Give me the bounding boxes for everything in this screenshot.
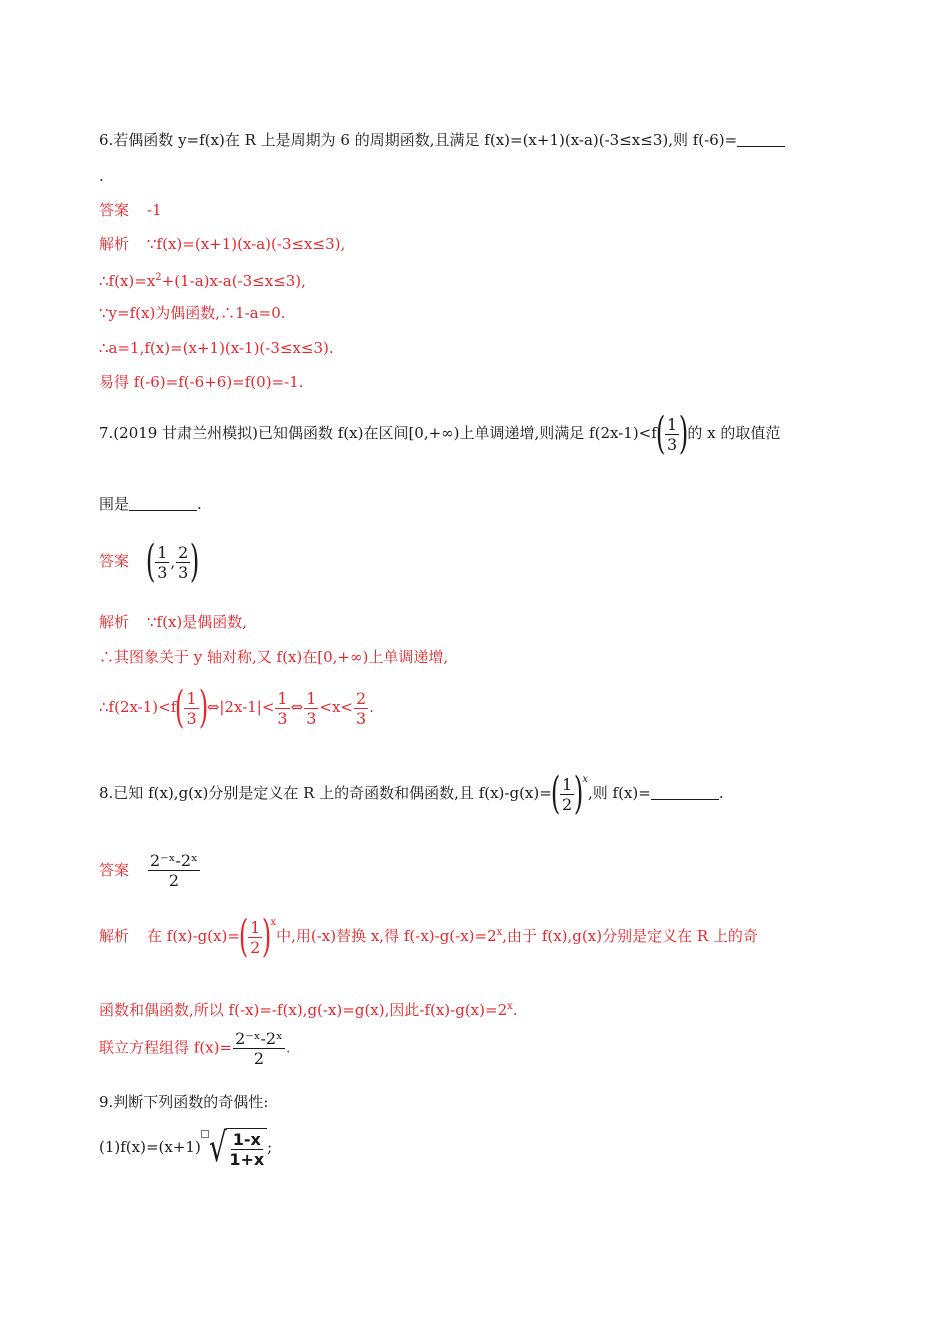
- answer-blank: [651, 785, 719, 800]
- answer-fraction: $\frac{\text{2⁻ˣ-2ˣ}}{2}$: [150, 851, 198, 890]
- answer-label: 答案: [99, 860, 130, 879]
- paren-fraction: ( $\frac{1}{3}$ ): [175, 682, 208, 733]
- q7-question-line2: 围是 .: [99, 495, 202, 513]
- q7-analysis-2: ∴其图象关于 y 轴对称,又 f(x)在[0,+∞)上单调递增,: [99, 648, 449, 666]
- q9-part1: (1)f(x)=(x+1) √ $\frac{1-x}{1+x}$ ;: [99, 1125, 273, 1171]
- q6-analysis-3: ∵y=f(x)为偶函数,∴1-a=0.: [99, 304, 286, 322]
- result-fraction: $\frac{\text{2⁻ˣ-2ˣ}}{2}$: [235, 1029, 283, 1068]
- paren-fraction: ( $\frac{1}{2}$ ): [550, 768, 584, 819]
- q6-period: .: [99, 167, 104, 185]
- sqrt-expression: √ $\frac{1-x}{1+x}$: [201, 1128, 267, 1168]
- q8-analysis-2: 函数和偶函数,所以 f(-x)=-f(x),g(-x)=g(x),因此$-f(x)-g(x)=2^x$.: [99, 1001, 518, 1019]
- q6-analysis-4: ∴a=1,f(x)=(x+1)(x-1)(-3≤x≤3).: [99, 339, 334, 357]
- answer-blank: [129, 496, 197, 511]
- q8-analysis-3: 联立方程组得 f(x)= $\frac{\text{2⁻ˣ-2ˣ}}{2}$ .: [99, 1029, 291, 1068]
- answer-interval: ( $\frac{1}{3}$ , $\frac{2}{3}$ ): [145, 536, 200, 587]
- q6-analysis-2: $\therefore f(x)=x^2+(1-a)x-a(-3\le x\le 3)$,: [99, 272, 306, 290]
- q9-title: 9.判断下列函数的奇偶性:: [99, 1093, 269, 1111]
- analysis-label: 解析: [99, 613, 130, 631]
- analysis-label: 解析: [99, 927, 130, 945]
- q7-analysis-1: 解析 ∵f(x)是偶函数,: [99, 613, 248, 631]
- q6-analysis-1: 解析 ∵f(x)=(x+1)(x-a)(-3≤x≤3),: [99, 235, 346, 253]
- q6-analysis-5: 易得 f(-6)=f(-6+6)=f(0)=-1.: [99, 373, 304, 391]
- q7-analysis-3: ∴f(2x-1)<f ( $\frac{1}{3}$ ) ⇔|2x-1|< $\frac{1}{3}$ ⇔ $\frac{1}{3}$ <x< $\frac{2}{3}$ .: [99, 682, 374, 733]
- q7-answer: [99, 536, 200, 587]
- q8-analysis-1: 解析 在 f(x)-g(x)= ( $\frac{1}{2}$ ) $^x$中,用(-x)替换 x,得 $f(-x)-g(-x)=2^x$,由于 f(x),g(x)分别是定义在 R 上的奇: [99, 911, 758, 962]
- q8-answer: [99, 852, 201, 889]
- q6-question: 6.若偶函数 y=f(x)在 R 上是周期为 6 的周期函数,且满足 f(x)=(x+1)(x-a)(-3≤x≤3),则 f(-6)=: [99, 130, 785, 150]
- analysis-label: 解析: [99, 235, 130, 253]
- q8-question: 8.已知 f(x),g(x)分别是定义在 R 上的奇函数和偶函数,且 f(x)-g(x)= ( $\frac{1}{2}$ ) $^x$,则 f(x)= .: [99, 768, 724, 819]
- paren-fraction: ( $\frac{1}{3}$ ): [655, 408, 689, 459]
- paren-fraction: ( $\frac{1}{2}$ ): [238, 911, 272, 962]
- q7-question: 7.(2019 甘肃兰州模拟)已知偶函数 f(x)在区间[0,+∞)上单调递增,则满足 f(2x-1)<f ( $\frac{1}{3}$ ) 的 x 的取值范: [99, 408, 781, 459]
- answer-blank: [737, 132, 785, 147]
- q6-answer: [99, 200, 162, 220]
- answer-label: 答案: [99, 552, 130, 570]
- answer-value: -1: [147, 201, 162, 219]
- answer-label: 答案: [99, 201, 130, 219]
